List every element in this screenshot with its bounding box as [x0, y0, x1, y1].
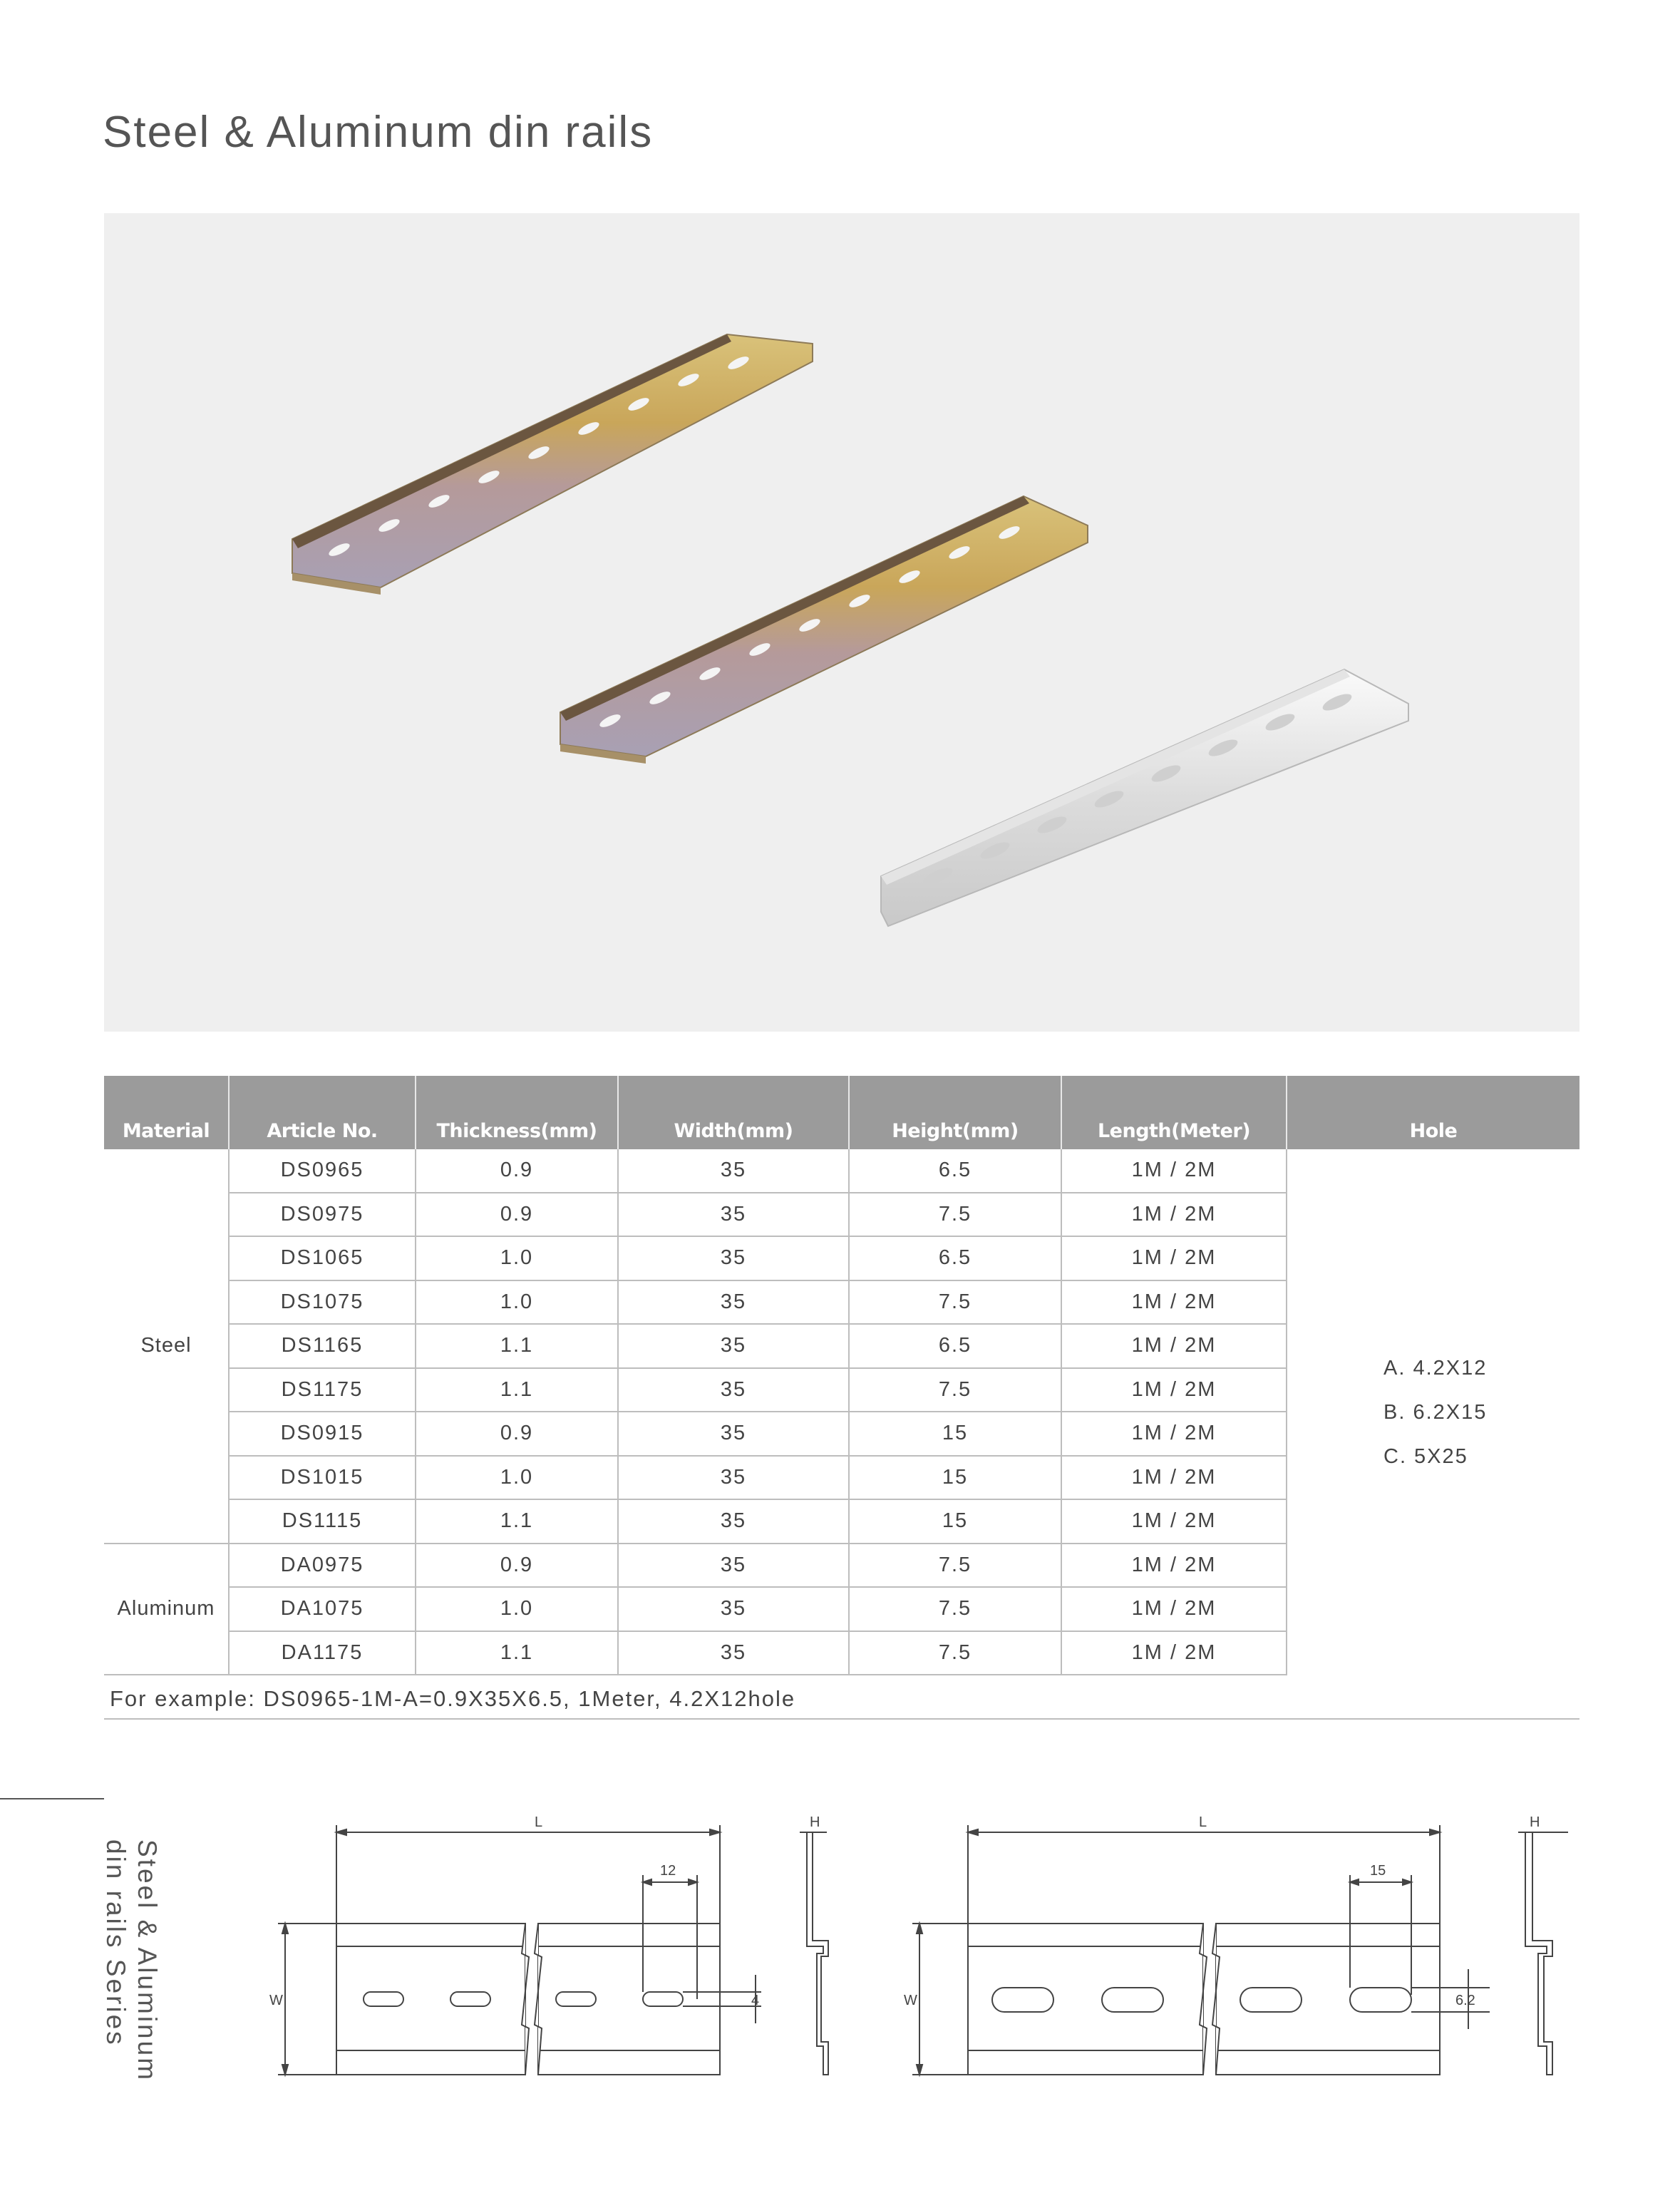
- width: 35: [618, 1631, 849, 1675]
- side-label-line1: Steel & Aluminum: [133, 1839, 162, 2083]
- length: 1M / 2M: [1061, 1193, 1287, 1237]
- height: 6.5: [849, 1324, 1061, 1368]
- header-thickness: Thickness(mm): [416, 1076, 618, 1149]
- din-rails-illustration: [104, 213, 1579, 1032]
- width: 35: [618, 1368, 849, 1412]
- width: 35: [618, 1280, 849, 1325]
- length: 1M / 2M: [1061, 1324, 1287, 1368]
- dim-H-right: H: [1530, 1814, 1540, 1830]
- thickness: 0.9: [416, 1412, 618, 1456]
- table-row: [104, 1149, 1579, 1193]
- height: 7.5: [849, 1631, 1061, 1675]
- height: 7.5: [849, 1280, 1061, 1325]
- header-hole: Hole: [1287, 1076, 1579, 1149]
- article-no: DS0965: [229, 1149, 416, 1193]
- width: 35: [618, 1544, 849, 1588]
- article-no: DS0915: [229, 1412, 416, 1456]
- drawing-left: [269, 1814, 828, 2075]
- thickness: 1.0: [416, 1587, 618, 1631]
- thickness: 1.1: [416, 1368, 618, 1412]
- height: 7.5: [849, 1193, 1061, 1237]
- dim-W-right: W: [904, 1993, 917, 2008]
- page-title: Steel & Aluminum din rails: [103, 108, 654, 157]
- hole-option-a: A. 4.2X12: [1383, 1356, 1488, 1380]
- header-material: Material: [104, 1076, 229, 1149]
- thickness: 1.0: [416, 1236, 618, 1280]
- article-no: DS1065: [229, 1236, 416, 1280]
- example-note: For example: DS0965-1M-A=0.9X35X6.5, 1Meter, 4.2X12hole: [110, 1686, 796, 1711]
- height: 7.5: [849, 1544, 1061, 1588]
- header-height: Height(mm): [849, 1076, 1061, 1149]
- dim-pitch-right: 15: [1370, 1863, 1386, 1879]
- length: 1M / 2M: [1061, 1368, 1287, 1412]
- divider: [104, 1718, 1579, 1720]
- thickness: 1.0: [416, 1456, 618, 1500]
- header-width: Width(mm): [618, 1076, 849, 1149]
- dim-pitch-left: 12: [660, 1863, 676, 1879]
- height: 15: [849, 1456, 1061, 1500]
- dim-L-right: L: [1199, 1814, 1207, 1830]
- article-no: DA1075: [229, 1587, 416, 1631]
- dim-slot-left: 4: [751, 1993, 760, 2008]
- dim-L-left: L: [535, 1814, 543, 1830]
- thickness: 1.0: [416, 1280, 618, 1325]
- thickness: 0.9: [416, 1544, 618, 1588]
- article-no: DA1175: [229, 1631, 416, 1675]
- article-no: DS1075: [229, 1280, 416, 1325]
- length: 1M / 2M: [1061, 1456, 1287, 1500]
- header-article-no: Article No.: [229, 1076, 416, 1149]
- width: 35: [618, 1149, 849, 1193]
- drawing-right: [904, 1814, 1568, 2075]
- side-label-line2: din rails Series: [101, 1839, 130, 2047]
- width: 35: [618, 1412, 849, 1456]
- thickness: 0.9: [416, 1193, 618, 1237]
- side-series-label: [100, 1839, 163, 2082]
- thickness: 0.9: [416, 1149, 618, 1193]
- length: 1M / 2M: [1061, 1149, 1287, 1193]
- width: 35: [618, 1456, 849, 1500]
- header-length: Length(Meter): [1061, 1076, 1287, 1149]
- height: 7.5: [849, 1587, 1061, 1631]
- steel-rail-1: [292, 334, 813, 595]
- article-no: DS1165: [229, 1324, 416, 1368]
- side-divider: [0, 1798, 104, 1799]
- height: 15: [849, 1499, 1061, 1544]
- width: 35: [618, 1587, 849, 1631]
- height: 6.5: [849, 1149, 1061, 1193]
- spec-table: [104, 1076, 1579, 1675]
- dim-W-left: W: [269, 1993, 283, 2008]
- length: 1M / 2M: [1061, 1587, 1287, 1631]
- thickness: 1.1: [416, 1324, 618, 1368]
- hole-options: [1287, 1149, 1579, 1675]
- width: 35: [618, 1193, 849, 1237]
- article-no: DS1015: [229, 1456, 416, 1500]
- length: 1M / 2M: [1061, 1544, 1287, 1588]
- hole-option-c: C. 5X25: [1383, 1444, 1468, 1468]
- length: 1M / 2M: [1061, 1499, 1287, 1544]
- height: 15: [849, 1412, 1061, 1456]
- article-no: DS1115: [229, 1499, 416, 1544]
- steel-rail-2: [560, 496, 1088, 764]
- width: 35: [618, 1499, 849, 1544]
- dim-H-left: H: [810, 1814, 820, 1830]
- length: 1M / 2M: [1061, 1280, 1287, 1325]
- article-no: DA0975: [229, 1544, 416, 1588]
- length: 1M / 2M: [1061, 1236, 1287, 1280]
- dim-slot-right: 6.2: [1455, 1993, 1475, 2008]
- article-no: DS0975: [229, 1193, 416, 1237]
- height: 7.5: [849, 1368, 1061, 1412]
- height: 6.5: [849, 1236, 1061, 1280]
- thickness: 1.1: [416, 1631, 618, 1675]
- technical-drawings: [257, 1811, 1582, 2096]
- thickness: 1.1: [416, 1499, 618, 1544]
- hole-option-b: B. 6.2X15: [1383, 1400, 1488, 1424]
- length: 1M / 2M: [1061, 1631, 1287, 1675]
- article-no: DS1175: [229, 1368, 416, 1412]
- aluminum-rail: [881, 669, 1408, 926]
- material-steel: Steel: [104, 1149, 229, 1544]
- width: 35: [618, 1236, 849, 1280]
- width: 35: [618, 1324, 849, 1368]
- product-photo: [104, 213, 1579, 1032]
- length: 1M / 2M: [1061, 1412, 1287, 1456]
- material-aluminum: Aluminum: [104, 1544, 229, 1675]
